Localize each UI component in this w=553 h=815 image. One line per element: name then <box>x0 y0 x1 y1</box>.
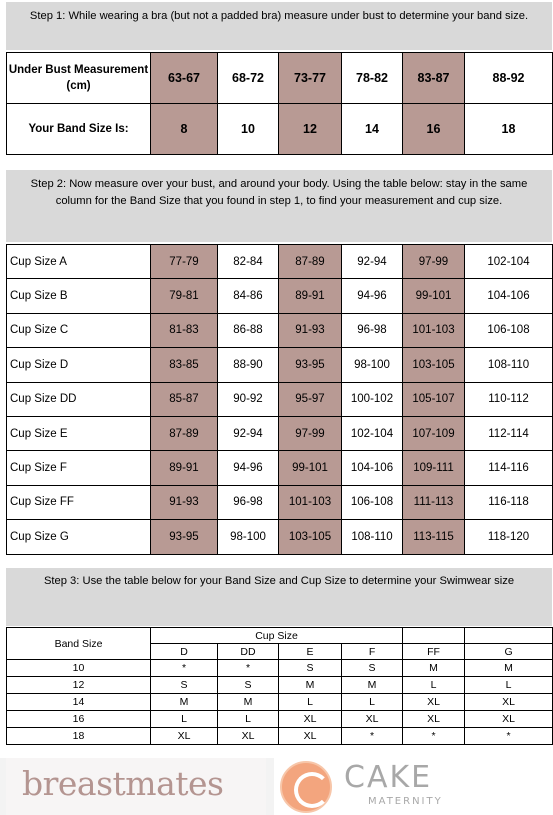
cup-letter-cell: F <box>342 644 403 660</box>
bust-measurement-cell: 89-91 <box>151 451 218 485</box>
bust-measurement-cell: 94-96 <box>342 279 403 313</box>
band-size-cell: 8 <box>151 104 218 155</box>
swimwear-size-table <box>6 627 553 745</box>
swimwear-size-cell: * <box>151 660 218 677</box>
table-row <box>7 104 553 155</box>
bust-measurement-cell: 103-105 <box>279 520 342 554</box>
swimwear-size-cell: M <box>342 677 403 694</box>
table-row <box>7 485 553 519</box>
bust-measurement-cell: 96-98 <box>342 313 403 347</box>
cup-letter-cell: DD <box>218 644 279 660</box>
bust-measurement-cell: 97-99 <box>279 416 342 450</box>
cup-letter-cell: G <box>465 644 553 660</box>
swimwear-size-cell: XL <box>279 711 342 728</box>
band-size-cell: 10 <box>218 104 279 155</box>
bust-measurement-cell: 102-104 <box>465 245 553 279</box>
swimwear-size-cell: M <box>403 660 465 677</box>
swimwear-size-cell: L <box>403 677 465 694</box>
bust-measurement-cell: 93-95 <box>151 520 218 554</box>
bust-measurement-cell: 106-108 <box>342 485 403 519</box>
cup-size-label: Cup Size FF <box>7 485 151 519</box>
cake-wordmark: CAKE <box>344 760 433 795</box>
bust-measurement-cell: 87-89 <box>151 416 218 450</box>
table-row <box>7 520 553 554</box>
bust-measurement-cell: 79-81 <box>151 279 218 313</box>
step2-instruction <box>6 170 552 242</box>
measurement-cell: 83-87 <box>403 53 465 104</box>
swimwear-size-cell: XL <box>218 728 279 745</box>
empty-header-cell <box>403 628 465 644</box>
bust-measurement-cell: 84-86 <box>218 279 279 313</box>
band-size-cell: 14 <box>7 694 151 711</box>
swimwear-size-cell: M <box>465 660 553 677</box>
cup-size-label: Cup Size F <box>7 451 151 485</box>
table-row <box>7 451 553 485</box>
swimwear-size-cell: XL <box>342 711 403 728</box>
swimwear-size-cell: S <box>279 660 342 677</box>
bust-measurement-cell: 109-111 <box>403 451 465 485</box>
band-size-cell: 16 <box>7 711 151 728</box>
measurement-cell: 78-82 <box>342 53 403 104</box>
table-row <box>7 313 553 347</box>
table-row <box>7 53 553 104</box>
empty-header-cell <box>465 628 553 644</box>
band-size-cell: 18 <box>7 728 151 745</box>
band-size-cell: 10 <box>7 660 151 677</box>
band-size-cell: 14 <box>342 104 403 155</box>
measurement-cell: 88-92 <box>465 53 553 104</box>
cup-size-label: Cup Size DD <box>7 382 151 416</box>
swimwear-size-cell: * <box>218 660 279 677</box>
band-size-header: Band Size <box>7 628 151 660</box>
table-row <box>7 245 553 279</box>
bust-measurement-cell: 92-94 <box>218 416 279 450</box>
bust-measurement-cell: 102-104 <box>342 416 403 450</box>
maternity-wordmark: MATERNITY <box>368 796 443 807</box>
cup-size-label: Cup Size A <box>7 245 151 279</box>
swimwear-size-cell: XL <box>403 694 465 711</box>
table-row <box>7 694 553 711</box>
bust-measurement-cell: 108-110 <box>342 520 403 554</box>
bust-measurement-cell: 101-103 <box>279 485 342 519</box>
cup-letter-cell: FF <box>403 644 465 660</box>
cup-letter-cell: D <box>151 644 218 660</box>
bust-measurement-cell: 82-84 <box>218 245 279 279</box>
cup-size-table <box>6 244 553 555</box>
table-row <box>7 711 553 728</box>
cup-size-label: Cup Size C <box>7 313 151 347</box>
step3-instruction <box>6 568 552 626</box>
bust-measurement-cell: 96-98 <box>218 485 279 519</box>
bust-measurement-cell: 113-115 <box>403 520 465 554</box>
band-size-cell: 12 <box>279 104 342 155</box>
bust-measurement-cell: 91-93 <box>279 313 342 347</box>
bust-measurement-cell: 114-116 <box>465 451 553 485</box>
measurement-cell: 68-72 <box>218 53 279 104</box>
bust-measurement-cell: 93-95 <box>279 348 342 382</box>
cup-size-header: Cup Size <box>151 628 403 644</box>
step1-instruction <box>6 2 552 50</box>
bust-measurement-cell: 85-87 <box>151 382 218 416</box>
bust-measurement-cell: 111-113 <box>403 485 465 519</box>
table-row <box>7 416 553 450</box>
bust-measurement-cell: 112-114 <box>465 416 553 450</box>
bust-measurement-cell: 110-112 <box>465 382 553 416</box>
measurement-cell: 63-67 <box>151 53 218 104</box>
swimwear-size-cell: XL <box>465 711 553 728</box>
swimwear-size-cell: M <box>151 694 218 711</box>
cup-letter-cell: E <box>279 644 342 660</box>
cake-swirl-icon <box>280 761 332 813</box>
bust-measurement-cell: 106-108 <box>465 313 553 347</box>
band-size-cell: 12 <box>7 677 151 694</box>
table-row <box>7 677 553 694</box>
table-row <box>7 660 553 677</box>
bust-measurement-cell: 99-101 <box>279 451 342 485</box>
bust-measurement-cell: 89-91 <box>279 279 342 313</box>
bust-measurement-cell: 88-90 <box>218 348 279 382</box>
measurement-cell: 73-77 <box>279 53 342 104</box>
bust-measurement-cell: 107-109 <box>403 416 465 450</box>
bust-measurement-cell: 77-79 <box>151 245 218 279</box>
swimwear-size-cell: L <box>218 711 279 728</box>
bust-measurement-cell: 97-99 <box>403 245 465 279</box>
step3-text: Step 3: Use the table below for your Band Size and Cup Size to determine your Swimwear size <box>43 575 515 587</box>
bust-measurement-cell: 116-118 <box>465 485 553 519</box>
swimwear-size-cell: S <box>151 677 218 694</box>
bust-measurement-cell: 108-110 <box>465 348 553 382</box>
bust-measurement-cell: 90-92 <box>218 382 279 416</box>
bust-measurement-cell: 105-107 <box>403 382 465 416</box>
table-row <box>7 382 553 416</box>
bust-measurement-cell: 99-101 <box>403 279 465 313</box>
bust-measurement-cell: 95-97 <box>279 382 342 416</box>
bust-measurement-cell: 104-106 <box>465 279 553 313</box>
cup-size-label: Cup Size E <box>7 416 151 450</box>
table-row <box>7 279 553 313</box>
breastmates-logo <box>6 758 266 815</box>
swimwear-size-cell: M <box>218 694 279 711</box>
cup-size-label: Cup Size G <box>7 520 151 554</box>
bust-measurement-cell: 98-100 <box>218 520 279 554</box>
swimwear-size-cell: XL <box>465 694 553 711</box>
bust-measurement-cell: 98-100 <box>342 348 403 382</box>
swimwear-size-cell: XL <box>151 728 218 745</box>
step2-text: Step 2: Now measure over your bust, and around your body. Using the table below: stay in the same column for the Band Size that you found in step 1, to find your measurement and cup size. <box>30 178 528 207</box>
bust-measurement-cell: 101-103 <box>403 313 465 347</box>
bust-measurement-cell: 103-105 <box>403 348 465 382</box>
cake-maternity-logo <box>274 758 553 815</box>
step1-text: Step 1: While wearing a bra (but not a padded bra) measure under bust to determine your band size. <box>29 10 529 22</box>
swimwear-size-cell: XL <box>279 728 342 745</box>
swimwear-size-cell: L <box>465 677 553 694</box>
bust-measurement-cell: 118-120 <box>465 520 553 554</box>
swimwear-size-cell: S <box>218 677 279 694</box>
cup-size-label: Cup Size B <box>7 279 151 313</box>
bust-measurement-cell: 81-83 <box>151 313 218 347</box>
bust-measurement-cell: 86-88 <box>218 313 279 347</box>
table-row <box>7 348 553 382</box>
swimwear-size-cell: * <box>403 728 465 745</box>
table-row <box>7 728 553 745</box>
bust-measurement-cell: 83-85 <box>151 348 218 382</box>
bust-measurement-cell: 94-96 <box>218 451 279 485</box>
cup-size-label: Cup Size D <box>7 348 151 382</box>
swimwear-size-cell: L <box>151 711 218 728</box>
under-bust-header: Under Bust Measurement (cm) <box>7 53 151 104</box>
bust-measurement-cell: 92-94 <box>342 245 403 279</box>
bust-measurement-cell: 100-102 <box>342 382 403 416</box>
swimwear-size-cell: L <box>279 694 342 711</box>
band-size-cell: 16 <box>403 104 465 155</box>
swimwear-size-cell: L <box>342 694 403 711</box>
swimwear-size-cell: S <box>342 660 403 677</box>
swimwear-size-cell: * <box>342 728 403 745</box>
swimwear-size-cell: M <box>279 677 342 694</box>
band-size-table <box>6 52 553 155</box>
breastmates-wordmark: breastmates <box>22 764 224 803</box>
bust-measurement-cell: 91-93 <box>151 485 218 519</box>
swimwear-size-cell: XL <box>403 711 465 728</box>
table-row <box>7 628 553 644</box>
band-size-cell: 18 <box>465 104 553 155</box>
bust-measurement-cell: 87-89 <box>279 245 342 279</box>
brand-logos <box>0 758 553 815</box>
bust-measurement-cell: 104-106 <box>342 451 403 485</box>
band-size-label: Your Band Size Is: <box>7 104 151 155</box>
swimwear-size-cell: * <box>465 728 553 745</box>
